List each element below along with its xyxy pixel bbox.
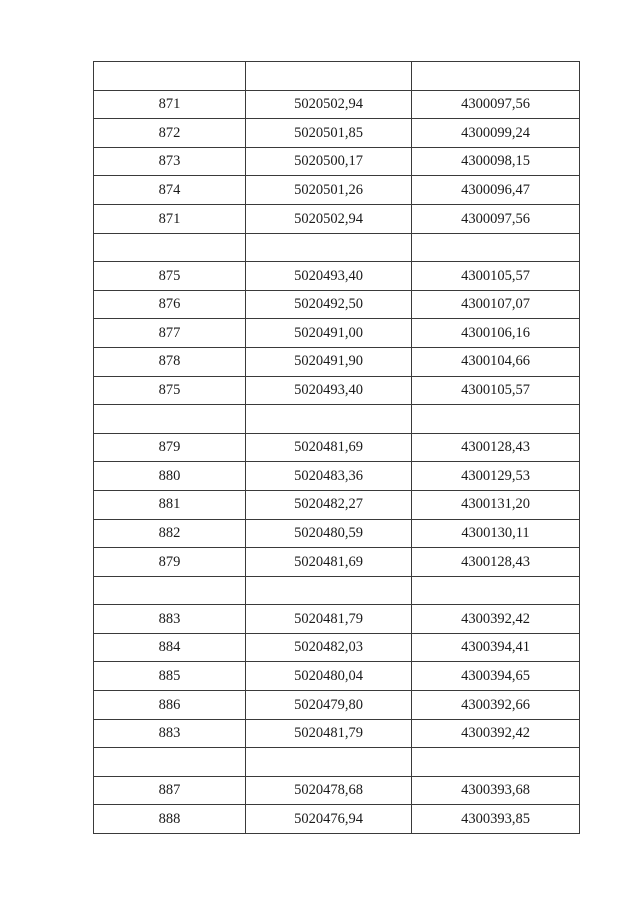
point-number-cell: 871	[94, 204, 246, 233]
x-coordinate-cell: 5020481,79	[246, 719, 412, 748]
coordinates-table-body	[94, 62, 580, 834]
x-coordinate-cell: 5020491,00	[246, 319, 412, 348]
x-coordinate-cell	[246, 748, 412, 777]
point-number-cell: 888	[94, 805, 246, 834]
y-coordinate-cell: 4300097,56	[412, 204, 580, 233]
table-row	[94, 633, 580, 662]
table-row	[94, 290, 580, 319]
x-coordinate-cell: 5020500,17	[246, 147, 412, 176]
y-coordinate-cell: 4300105,57	[412, 262, 580, 291]
point-number-cell: 881	[94, 490, 246, 519]
x-coordinate-cell: 5020492,50	[246, 290, 412, 319]
y-coordinate-cell	[412, 748, 580, 777]
point-number-cell: 879	[94, 548, 246, 577]
y-coordinate-cell: 4300392,42	[412, 719, 580, 748]
x-coordinate-cell: 5020493,40	[246, 262, 412, 291]
point-number-cell: 878	[94, 347, 246, 376]
x-coordinate-cell	[246, 233, 412, 262]
point-number-cell	[94, 405, 246, 434]
x-coordinate-cell	[246, 62, 412, 91]
point-number-cell: 871	[94, 90, 246, 119]
table-row	[94, 662, 580, 691]
y-coordinate-cell: 4300131,20	[412, 490, 580, 519]
point-number-cell	[94, 62, 246, 91]
x-coordinate-cell: 5020480,59	[246, 519, 412, 548]
table-row	[94, 147, 580, 176]
coordinates-table	[93, 61, 580, 834]
point-number-cell: 880	[94, 462, 246, 491]
point-number-cell: 882	[94, 519, 246, 548]
table-row	[94, 119, 580, 148]
point-number-cell: 883	[94, 605, 246, 634]
y-coordinate-cell: 4300394,41	[412, 633, 580, 662]
table-row	[94, 605, 580, 634]
point-number-cell: 884	[94, 633, 246, 662]
table-row	[94, 319, 580, 348]
y-coordinate-cell: 4300107,07	[412, 290, 580, 319]
point-number-cell: 885	[94, 662, 246, 691]
point-number-cell: 876	[94, 290, 246, 319]
x-coordinate-cell: 5020481,69	[246, 548, 412, 577]
table-row	[94, 805, 580, 834]
point-number-cell: 879	[94, 433, 246, 462]
x-coordinate-cell: 5020482,03	[246, 633, 412, 662]
y-coordinate-cell: 4300130,11	[412, 519, 580, 548]
table-row	[94, 519, 580, 548]
y-coordinate-cell: 4300105,57	[412, 376, 580, 405]
x-coordinate-cell: 5020483,36	[246, 462, 412, 491]
x-coordinate-cell: 5020480,04	[246, 662, 412, 691]
y-coordinate-cell	[412, 233, 580, 262]
table-row	[94, 90, 580, 119]
point-number-cell: 872	[94, 119, 246, 148]
table-row	[94, 204, 580, 233]
point-number-cell: 874	[94, 176, 246, 205]
x-coordinate-cell: 5020502,94	[246, 204, 412, 233]
point-number-cell: 887	[94, 776, 246, 805]
y-coordinate-cell: 4300098,15	[412, 147, 580, 176]
y-coordinate-cell: 4300128,43	[412, 548, 580, 577]
y-coordinate-cell: 4300128,43	[412, 433, 580, 462]
y-coordinate-cell: 4300393,68	[412, 776, 580, 805]
y-coordinate-cell: 4300392,42	[412, 605, 580, 634]
x-coordinate-cell: 5020502,94	[246, 90, 412, 119]
point-number-cell: 875	[94, 262, 246, 291]
table-row	[94, 405, 580, 434]
y-coordinate-cell	[412, 62, 580, 91]
x-coordinate-cell: 5020501,26	[246, 176, 412, 205]
x-coordinate-cell	[246, 405, 412, 434]
table-row	[94, 376, 580, 405]
table-row	[94, 433, 580, 462]
point-number-cell	[94, 748, 246, 777]
point-number-cell: 875	[94, 376, 246, 405]
point-number-cell: 886	[94, 691, 246, 720]
table-row	[94, 776, 580, 805]
point-number-cell	[94, 233, 246, 262]
x-coordinate-cell: 5020491,90	[246, 347, 412, 376]
table-row	[94, 490, 580, 519]
table-row	[94, 576, 580, 605]
point-number-cell	[94, 576, 246, 605]
point-number-cell: 883	[94, 719, 246, 748]
table-row	[94, 462, 580, 491]
table-row	[94, 347, 580, 376]
table-row	[94, 719, 580, 748]
x-coordinate-cell: 5020478,68	[246, 776, 412, 805]
table-row	[94, 262, 580, 291]
y-coordinate-cell	[412, 405, 580, 434]
table-row	[94, 691, 580, 720]
y-coordinate-cell: 4300129,53	[412, 462, 580, 491]
table-row	[94, 748, 580, 777]
point-number-cell: 873	[94, 147, 246, 176]
y-coordinate-cell: 4300394,65	[412, 662, 580, 691]
x-coordinate-cell: 5020493,40	[246, 376, 412, 405]
x-coordinate-cell: 5020481,69	[246, 433, 412, 462]
y-coordinate-cell: 4300104,66	[412, 347, 580, 376]
point-number-cell: 877	[94, 319, 246, 348]
x-coordinate-cell	[246, 576, 412, 605]
y-coordinate-cell: 4300392,66	[412, 691, 580, 720]
y-coordinate-cell: 4300096,47	[412, 176, 580, 205]
table-row	[94, 176, 580, 205]
table-row	[94, 233, 580, 262]
y-coordinate-cell: 4300106,16	[412, 319, 580, 348]
y-coordinate-cell	[412, 576, 580, 605]
y-coordinate-cell: 4300099,24	[412, 119, 580, 148]
y-coordinate-cell: 4300097,56	[412, 90, 580, 119]
x-coordinate-cell: 5020501,85	[246, 119, 412, 148]
table-row	[94, 548, 580, 577]
x-coordinate-cell: 5020481,79	[246, 605, 412, 634]
x-coordinate-cell: 5020476,94	[246, 805, 412, 834]
x-coordinate-cell: 5020479,80	[246, 691, 412, 720]
x-coordinate-cell: 5020482,27	[246, 490, 412, 519]
y-coordinate-cell: 4300393,85	[412, 805, 580, 834]
table-row	[94, 62, 580, 91]
